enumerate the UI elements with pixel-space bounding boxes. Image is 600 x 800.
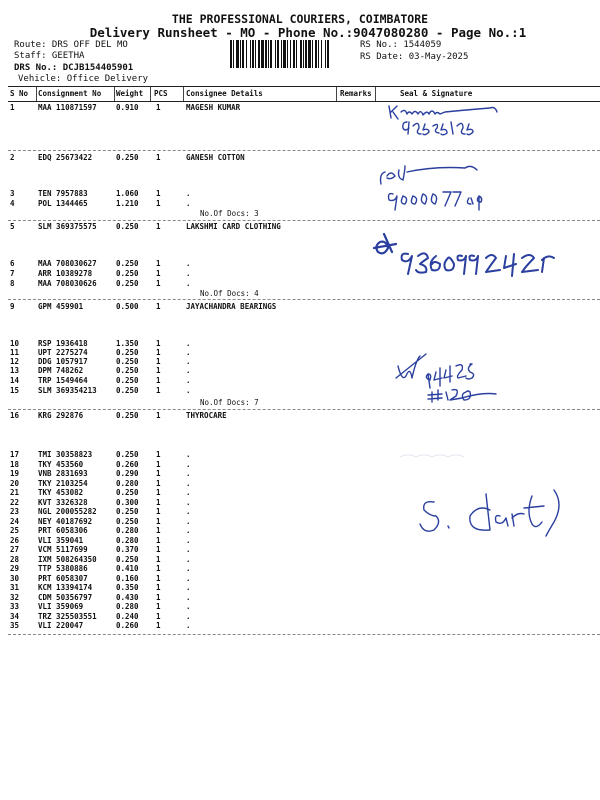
cell-cno: MAA 708030627: [38, 259, 97, 268]
cell-cno: TKY 453082: [38, 488, 84, 497]
cell-cno: POL 1344465: [38, 199, 88, 208]
cell-wt: 0.250: [116, 222, 139, 231]
cell-sno: 16: [10, 411, 20, 420]
cell-wt: 0.250: [116, 386, 139, 395]
cell-pcs: 1: [156, 535, 161, 545]
cell-cno: RSP 1936418: [38, 339, 88, 348]
cell-wt: 1.210: [116, 199, 139, 208]
cell-con: .: [186, 357, 191, 366]
cell-wt: 0.290: [116, 469, 139, 478]
table-row: [8, 366, 600, 376]
cell-pcs: 1: [156, 411, 161, 420]
cell-cno: TRZ 325503551: [38, 611, 97, 621]
cell-sno: 5: [10, 222, 15, 231]
rs-date: RS Date: 03-May-2025: [360, 52, 469, 62]
cell-cno: EDQ 25673422: [38, 153, 93, 162]
table-row: [8, 612, 600, 622]
col-sno: S No: [10, 89, 29, 98]
cell-sno: 19: [10, 469, 20, 478]
cell-con: .: [186, 376, 191, 385]
cell-sno: 14: [10, 376, 20, 385]
cell-sno: 25: [10, 526, 20, 535]
cell-con: .: [186, 199, 191, 208]
cell-pcs: 1: [156, 478, 161, 488]
cell-con: .: [186, 478, 191, 488]
cell-pcs: 1: [156, 526, 161, 535]
group-divider: [8, 299, 600, 300]
cell-cno: UPT 2275274: [38, 348, 88, 357]
cell-sno: 17: [10, 450, 20, 459]
cell-con: .: [186, 592, 191, 602]
cell-cno: VNB 2831693: [38, 469, 88, 478]
cell-wt: 0.410: [116, 564, 139, 573]
cell-sno: 30: [10, 573, 20, 583]
table-bottom-rule: [8, 634, 600, 635]
cell-pcs: 1: [156, 516, 161, 526]
cell-wt: 0.280: [116, 535, 139, 545]
cell-pcs: 1: [156, 376, 161, 385]
cell-wt: 0.250: [116, 516, 139, 526]
cell-cno: TMI 30358823: [38, 450, 93, 459]
table-row: [8, 593, 600, 603]
cell-wt: 0.250: [116, 269, 139, 278]
cell-pcs: 1: [156, 357, 161, 366]
cell-pcs: 1: [156, 386, 161, 395]
cell-con: .: [186, 469, 191, 478]
cell-con: MAGESH KUMAR: [186, 103, 241, 112]
cell-wt: 0.280: [116, 478, 139, 488]
table-top-rule: [8, 86, 600, 87]
cell-sno: 8: [10, 279, 15, 288]
cell-con: .: [186, 545, 191, 554]
doc-count: No.Of Docs: 3: [200, 209, 259, 218]
cell-cno: TEN 7957883: [38, 189, 88, 198]
cell-wt: 0.280: [116, 526, 139, 535]
cell-cno: VLI 359069: [38, 602, 84, 611]
cell-sno: 33: [10, 602, 20, 611]
cell-cno: IXM 508264350: [38, 554, 97, 564]
runsheet-subtitle: Delivery Runsheet - MO - Phone No.:9047080280 - Page No.:1: [89, 25, 527, 40]
cell-con: .: [186, 279, 191, 288]
cell-wt: 0.300: [116, 497, 139, 507]
cell-sno: 26: [10, 535, 20, 545]
cell-cno: VLI 220047: [38, 621, 84, 630]
cell-cno: SLM 369375575: [38, 222, 97, 231]
signature-2: [375, 158, 525, 216]
col-weight: Weight: [116, 89, 144, 98]
cell-wt: 0.240: [116, 611, 139, 621]
cell-pcs: 1: [156, 103, 161, 112]
cell-wt: 0.910: [116, 103, 139, 112]
rs-number: RS No.: 1544059: [360, 40, 442, 50]
group-divider: [8, 409, 600, 410]
table-row: [8, 279, 600, 289]
cell-con: LAKSHMI CARD CLOTHING: [186, 222, 281, 231]
cell-cno: MAA 708030626: [38, 279, 97, 288]
cell-wt: 0.160: [116, 573, 139, 583]
cell-cno: TRP 1549464: [38, 376, 88, 385]
faint-ink-mark: [398, 446, 468, 458]
cell-sno: 9: [10, 302, 15, 311]
cell-con: .: [186, 583, 191, 592]
cell-cno: GPM 459901: [38, 302, 84, 311]
cell-sno: 23: [10, 507, 20, 516]
cell-con: .: [186, 602, 191, 611]
cell-pcs: 1: [156, 259, 161, 268]
cell-wt: 0.280: [116, 602, 139, 611]
cell-pcs: 1: [156, 222, 161, 231]
cell-cno: PRT 6058307: [38, 573, 88, 583]
cell-wt: 1.060: [116, 189, 139, 198]
cell-sno: 4: [10, 199, 15, 208]
cell-cno: SLM 369354213: [38, 386, 97, 395]
cell-con: .: [186, 366, 191, 375]
cell-pcs: 1: [156, 564, 161, 573]
col-remarks: Remarks: [340, 89, 372, 98]
table-row: [8, 386, 600, 396]
cell-cno: KRG 292876: [38, 411, 84, 420]
cell-pcs: 1: [156, 459, 161, 469]
cell-wt: 0.250: [116, 153, 139, 162]
cell-pcs: 1: [156, 269, 161, 278]
cell-sno: 6: [10, 259, 15, 268]
cell-con: .: [186, 339, 191, 348]
cell-con: .: [186, 564, 191, 573]
cell-pcs: 1: [156, 302, 161, 311]
cell-sno: 7: [10, 269, 15, 278]
cell-sno: 21: [10, 488, 20, 497]
cell-con: .: [186, 516, 191, 526]
table-row: [8, 302, 600, 312]
cell-pcs: 1: [156, 507, 161, 516]
cell-pcs: 1: [156, 153, 161, 162]
cell-pcs: 1: [156, 339, 161, 348]
cell-con: .: [186, 554, 191, 564]
cell-con: .: [186, 269, 191, 278]
cell-wt: 1.350: [116, 339, 139, 348]
cell-pcs: 1: [156, 348, 161, 357]
cell-pcs: 1: [156, 592, 161, 602]
vehicle-label: Vehicle: Office Delivery: [18, 74, 149, 84]
table-row: [8, 621, 600, 631]
cell-sno: 27: [10, 545, 20, 554]
cell-sno: 12: [10, 357, 20, 366]
drs-number: DRS No.: DCJB154405901: [14, 63, 134, 73]
signature-3: [370, 228, 585, 280]
cell-con: .: [186, 497, 191, 507]
cell-wt: 0.250: [116, 366, 139, 375]
cell-sno: 15: [10, 386, 20, 395]
cell-con: GANESH COTTON: [186, 153, 245, 162]
cell-cno: ARR 10389278: [38, 269, 93, 278]
cell-con: .: [186, 348, 191, 357]
cell-pcs: 1: [156, 497, 161, 507]
col-consignment: Consignment No: [38, 89, 102, 98]
cell-pcs: 1: [156, 554, 161, 564]
col-consignee: Consignee Details: [186, 89, 263, 98]
cell-cno: TKY 2103254: [38, 478, 88, 488]
cell-sno: 10: [10, 339, 20, 348]
table-row: [8, 555, 600, 565]
cell-con: .: [186, 488, 191, 497]
cell-pcs: 1: [156, 545, 161, 554]
cell-pcs: 1: [156, 199, 161, 208]
cell-sno: 22: [10, 497, 20, 507]
table-row: [8, 450, 600, 460]
cell-cno: DDG 1057917: [38, 357, 88, 366]
cell-wt: 0.250: [116, 279, 139, 288]
cell-sno: 20: [10, 478, 20, 488]
cell-wt: 0.250: [116, 259, 139, 268]
cell-wt: 0.250: [116, 411, 139, 420]
cell-con: .: [186, 450, 191, 459]
cell-pcs: 1: [156, 469, 161, 478]
col-seal-signature: Seal & Signature: [400, 89, 473, 98]
doc-count: No.Of Docs: 7: [200, 398, 259, 407]
cell-con: .: [186, 507, 191, 516]
cell-con: .: [186, 611, 191, 621]
cell-pcs: 1: [156, 602, 161, 611]
signature-5: [408, 486, 570, 542]
cell-cno: VCM 5117699: [38, 545, 88, 554]
cell-wt: 0.250: [116, 554, 139, 564]
cell-sno: 31: [10, 583, 20, 592]
cell-cno: DPM 748262: [38, 366, 84, 375]
cell-cno: CDM 50356797: [38, 592, 93, 602]
group-divider: [8, 150, 600, 151]
signature-1: [385, 100, 525, 138]
table-row: [8, 564, 600, 574]
cell-wt: 0.250: [116, 507, 139, 516]
cell-con: .: [186, 189, 191, 198]
barcode-icon: [230, 40, 354, 68]
cell-cno: TTP 5380886: [38, 564, 88, 573]
cell-pcs: 1: [156, 279, 161, 288]
cell-sno: 13: [10, 366, 20, 375]
cell-sno: 29: [10, 564, 20, 573]
cell-wt: 0.250: [116, 357, 139, 366]
cell-pcs: 1: [156, 189, 161, 198]
doc-count: No.Of Docs: 4: [200, 289, 259, 298]
cell-con: .: [186, 459, 191, 469]
table-row: [8, 460, 600, 470]
signature-4: [392, 348, 504, 406]
table-row: [8, 376, 600, 386]
cell-sno: 28: [10, 554, 20, 564]
table-row: [8, 574, 600, 584]
cell-wt: 0.260: [116, 459, 139, 469]
cell-wt: 0.370: [116, 545, 139, 554]
staff-label: Staff: GEETHA: [14, 51, 85, 61]
cell-con: .: [186, 621, 191, 630]
cell-con: .: [186, 573, 191, 583]
table-row: [8, 583, 600, 593]
cell-sno: 1: [10, 103, 15, 112]
table-header: [8, 89, 600, 100]
cell-con: .: [186, 259, 191, 268]
cell-pcs: 1: [156, 450, 161, 459]
cell-wt: 0.500: [116, 302, 139, 311]
cell-sno: 3: [10, 189, 15, 198]
cell-cno: MAA 110871597: [38, 103, 97, 112]
cell-sno: 18: [10, 459, 20, 469]
cell-cno: VLI 359041: [38, 535, 84, 545]
cell-cno: NEY 40187692: [38, 516, 93, 526]
cell-cno: PRT 6058306: [38, 526, 88, 535]
cell-con: JAYACHANDRA BEARINGS: [186, 302, 277, 311]
table-row: [8, 602, 600, 612]
cell-pcs: 1: [156, 573, 161, 583]
cell-wt: 0.250: [116, 376, 139, 385]
cell-pcs: 1: [156, 621, 161, 630]
table-row: [8, 469, 600, 479]
cell-wt: 0.250: [116, 488, 139, 497]
cell-cno: TKY 453560: [38, 459, 84, 469]
cell-wt: 0.430: [116, 592, 139, 602]
cell-pcs: 1: [156, 583, 161, 592]
cell-pcs: 1: [156, 366, 161, 375]
cell-wt: 0.260: [116, 621, 139, 630]
cell-wt: 0.250: [116, 348, 139, 357]
col-pcs: PCS: [154, 89, 168, 98]
cell-con: .: [186, 386, 191, 395]
cell-con: .: [186, 535, 191, 545]
table-row: [8, 411, 600, 421]
cell-cno: NGL 200055282: [38, 507, 97, 516]
route-label: Route: DRS OFF DEL MO: [14, 40, 128, 50]
cell-cno: KCM 13394174: [38, 583, 93, 592]
cell-pcs: 1: [156, 488, 161, 497]
cell-pcs: 1: [156, 611, 161, 621]
cell-sno: 11: [10, 348, 20, 357]
cell-cno: KVT 3326328: [38, 497, 88, 507]
table-row: [8, 545, 600, 555]
company-title: THE PROFESSIONAL COURIERS, COIMBATORE: [171, 12, 429, 26]
cell-sno: 34: [10, 611, 20, 621]
cell-sno: 32: [10, 592, 20, 602]
cell-sno: 2: [10, 153, 15, 162]
group-divider: [8, 220, 600, 221]
cell-sno: 35: [10, 621, 20, 630]
cell-sno: 24: [10, 516, 20, 526]
cell-wt: 0.350: [116, 583, 139, 592]
cell-con: THYROCARE: [186, 411, 227, 420]
cell-con: .: [186, 526, 191, 535]
cell-wt: 0.250: [116, 450, 139, 459]
